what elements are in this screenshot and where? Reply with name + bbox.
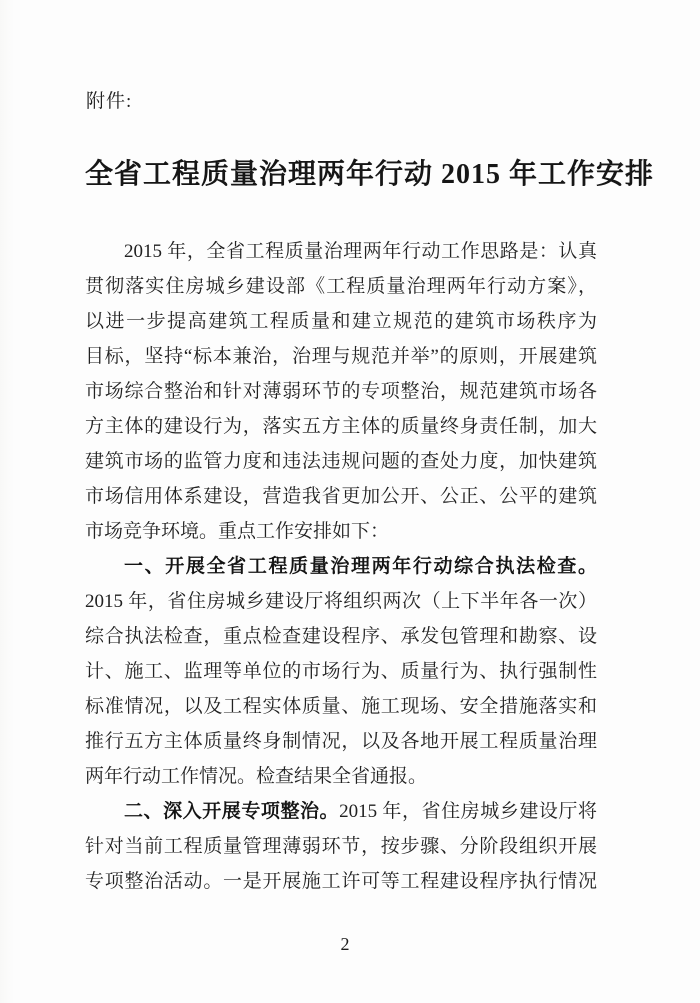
text-segment: 专项整治活动。一是开展施工许可等工程建设程序执行情况 — [85, 871, 597, 892]
text-segment: 市场信用体系建设，营造我省更加公开、公正、公平的建筑 — [85, 486, 597, 507]
text-line-p1-5 — [85, 374, 597, 409]
text-line-p1-3 — [85, 304, 597, 339]
text-line-p1-8 — [85, 479, 597, 514]
text-line-p1-4 — [85, 339, 597, 374]
text-segment: 推行五方主体质量终身制情况，以及各地开展工程质量治理 — [85, 731, 597, 752]
text-line-p2-4 — [85, 654, 597, 689]
text-segment: 市场综合整治和针对薄弱环节的专项整治，规范建筑市场各 — [85, 381, 597, 402]
text-line-p3-3 — [85, 864, 597, 899]
text-line-p1-2 — [85, 269, 597, 304]
text-line-p1-7 — [85, 444, 597, 479]
bold-text-segment: 二、深入开展专项整治。 — [124, 801, 340, 822]
text-segment: 2015 年，省住房城乡建设厅将 — [339, 801, 597, 822]
text-line-p2-3 — [85, 619, 597, 654]
text-line-p2-2 — [85, 584, 597, 619]
text-segment: 两年行动工作情况。检查结果全省通报。 — [85, 766, 428, 787]
text-line-p2-6 — [85, 724, 597, 759]
text-segment: 建筑市场的监管力度和违法违规问题的查处力度，加快建筑 — [85, 451, 597, 472]
text-segment: 综合执法检查，重点检查建设程序、承发包管理和勘察、设 — [85, 626, 597, 647]
text-line-p2-1 — [85, 549, 597, 584]
text-line-p2-7 — [85, 759, 597, 794]
text-line-p3-2 — [85, 829, 597, 864]
text-segment: 方主体的建设行为，落实五方主体的质量终身责任制，加大 — [85, 416, 597, 437]
text-line-p1-9 — [85, 514, 597, 549]
page-number: 2 — [340, 934, 350, 954]
text-line-p2-5 — [85, 689, 597, 724]
document-body — [85, 234, 597, 899]
text-segment: 市场竞争环境。重点工作安排如下： — [85, 521, 390, 542]
text-segment: 2015 年，全省工程质量治理两年行动工作思路是：认真 — [124, 241, 597, 262]
text-segment: 针对当前工程质量管理薄弱环节，按步骤、分阶段组织开展 — [85, 836, 597, 857]
text-segment: 计、施工、监理等单位的市场行为、质量行为、执行强制性 — [85, 661, 597, 682]
text-line-p3-1 — [85, 794, 597, 829]
text-segment: 以进一步提高建筑工程质量和建立规范的建筑市场秩序为 — [85, 311, 597, 332]
text-segment: 目标，坚持“标本兼治，治理与规范并举”的原则，开展建筑 — [85, 346, 597, 367]
text-segment: 标准情况，以及工程实体质量、施工现场、安全措施落实和 — [85, 696, 597, 717]
document-title: 全省工程质量治理两年行动 2015 年工作安排 — [85, 159, 655, 190]
text-line-p1-1 — [85, 234, 597, 269]
attachment-label: 附件: — [86, 91, 133, 112]
text-segment: 贯彻落实住房城乡建设部《工程质量治理两年行动方案》， — [85, 276, 597, 297]
text-line-p1-6 — [85, 409, 597, 444]
bold-text-segment: 一、开展全省工程质量治理两年行动综合执法检查。 — [124, 556, 597, 577]
text-segment: 2015 年，省住房城乡建设厅将组织两次（上下半年各一次） — [85, 591, 597, 612]
